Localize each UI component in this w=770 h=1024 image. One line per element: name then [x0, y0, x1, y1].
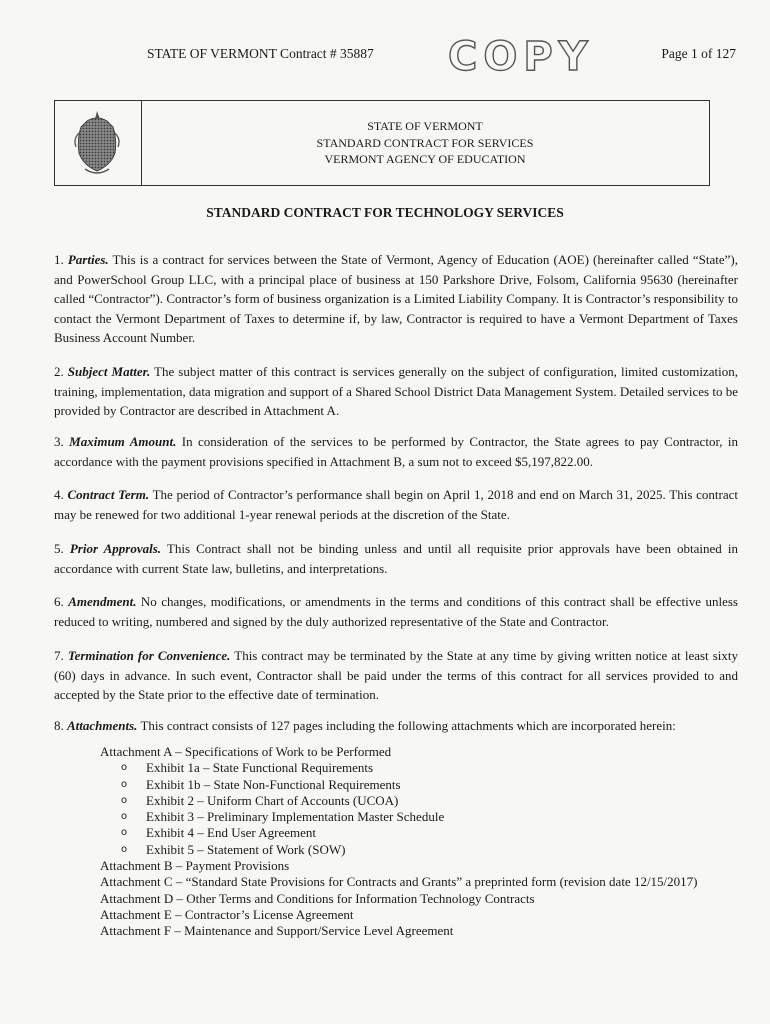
title-line-agency: VERMONT AGENCY OF EDUCATION [324, 152, 526, 166]
bullet: o [121, 794, 128, 806]
document-title: STANDARD CONTRACT FOR TECHNOLOGY SERVICES [206, 205, 564, 220]
vermont-seal-icon [73, 109, 121, 177]
section-text: No changes, modifications, or amendments in the terms and conditions of this contract shall be effective unless reduced to writing, numbered and signed by the duly authorized representative of the State and Contractor. [54, 594, 738, 629]
section-number: 3. [54, 434, 64, 449]
attachment-item: Attachment D – Other Terms and Conditions for Information Technology Contracts [100, 890, 535, 906]
section-prior-approvals [54, 539, 738, 578]
exhibit-item [100, 777, 740, 793]
attachment-item: Attachment E – Contractor’s License Agreement [100, 906, 354, 922]
section-text: This contract may be terminated by the State at any time by giving written notice at least sixty (60) days in advance. In such event, Contractor shall be paid under the terms of this contract for all services provided to and accepted by the State prior to the effective date of termination. [54, 648, 739, 702]
attachment-item: Attachment C – “Standard State Provisions for Contracts and Grants” a preprinted form (revision date 12/15/2017) [100, 874, 698, 890]
section-text: This Contract shall not be binding unless and until all requisite prior approvals have been obtained in accordance with current State law, bulletins, and interpretations. [54, 541, 739, 576]
copy-stamp: COPY [448, 34, 594, 80]
bullet: o [121, 811, 128, 823]
section-attachments [54, 716, 738, 736]
section-number: 1. [54, 252, 64, 267]
exhibit-text: Exhibit 2 – Uniform Chart of Accounts (UCOA) [146, 792, 399, 808]
section-label: Prior Approvals. [69, 541, 162, 556]
section-parties [54, 250, 738, 348]
section-label: Subject Matter. [67, 364, 151, 379]
section-number: 6. [54, 594, 64, 609]
section-amendment [54, 592, 738, 631]
title-line-state: STATE OF VERMONT [367, 119, 483, 133]
section-maximum-amount [54, 432, 738, 471]
bullet: o [121, 762, 128, 774]
attachment-item: Attachment F – Maintenance and Support/Service Level Agreement [100, 923, 454, 939]
section-label: Attachments. [67, 718, 138, 733]
attachment-item: Attachment A – Specifications of Work to be Performed [100, 744, 392, 759]
bullet: o [121, 778, 128, 790]
section-text: In consideration of the services to be performed by Contractor, the State agrees to pay Contractor, in accordance with the payment provisions specified in Attachment B, a sum not to exceed $5,197,822.00. [54, 434, 739, 469]
section-subject-matter [54, 362, 738, 421]
section-number: 4. [54, 487, 64, 502]
section-number: 5. [54, 541, 64, 556]
exhibit-item [100, 760, 740, 776]
exhibit-item [100, 793, 740, 809]
header-contract-number: STATE OF VERMONT Contract # 35887 [147, 46, 374, 61]
section-label: Contract Term. [67, 487, 150, 502]
bullet: o [121, 843, 128, 855]
exhibit-item [100, 809, 740, 825]
exhibit-text: Exhibit 4 – End User Agreement [146, 825, 317, 841]
section-label: Parties. [67, 252, 109, 267]
exhibit-text: Exhibit 1a – State Functional Requirements [146, 760, 374, 776]
title-box-lines [141, 118, 709, 168]
section-label: Amendment. [68, 594, 137, 609]
attachment-item: Attachment B – Payment Provisions [100, 858, 290, 874]
section-termination [54, 646, 738, 705]
title-line-contract-type: STANDARD CONTRACT FOR SERVICES [316, 135, 534, 150]
section-number: 2. [54, 364, 64, 379]
exhibit-text: Exhibit 3 – Preliminary Implementation Master Schedule [146, 809, 445, 825]
section-text: The period of Contractor’s performance shall begin on April 1, 2018 and end on March 31, 2025. This contract may be renewed for two additional 1-year renewal periods at the discretion of the State. [54, 487, 739, 522]
title-box [54, 100, 710, 186]
section-text: This is a contract for services between the State of Vermont, Agency of Education (AOE) (hereinafter called “State”), and PowerSchool Group LLC, with a principal place of business at 150 Parkshore Drive, Folsom, California 95630 (hereinafter called “Contractor”). Contractor’s form of business organization is a Limited Liability Company. It is Contractor’s responsibility to contact the Vermont Department of Taxes to determine if, by law, Contractor is required to have a Vermont Department of Taxes Business Account Number. [54, 252, 738, 345]
attachment-list [100, 744, 740, 940]
section-contract-term [54, 485, 738, 524]
section-text: This contract consists of 127 pages including the following attachments which are incorporated herein: [140, 718, 676, 733]
seal-cell [55, 101, 142, 185]
header-page-number: Page 1 of 127 [661, 46, 736, 61]
section-text: The subject matter of this contract is services generally on the subject of configuration, limited customization, training, implementation, data migration and support of a Shared School District Data Management System. Detailed services to be provided by Contractor are described in Attachment A. [54, 364, 739, 418]
exhibit-item [100, 842, 740, 858]
section-label: Maximum Amount. [69, 434, 177, 449]
section-number: 8. [54, 718, 64, 733]
exhibit-text: Exhibit 5 – Statement of Work (SOW) [146, 841, 346, 857]
exhibit-item [100, 825, 740, 841]
exhibit-text: Exhibit 1b – State Non-Functional Requirements [146, 776, 401, 792]
bullet: o [121, 827, 128, 839]
section-number: 7. [54, 648, 64, 663]
section-label: Termination for Convenience. [67, 648, 231, 663]
